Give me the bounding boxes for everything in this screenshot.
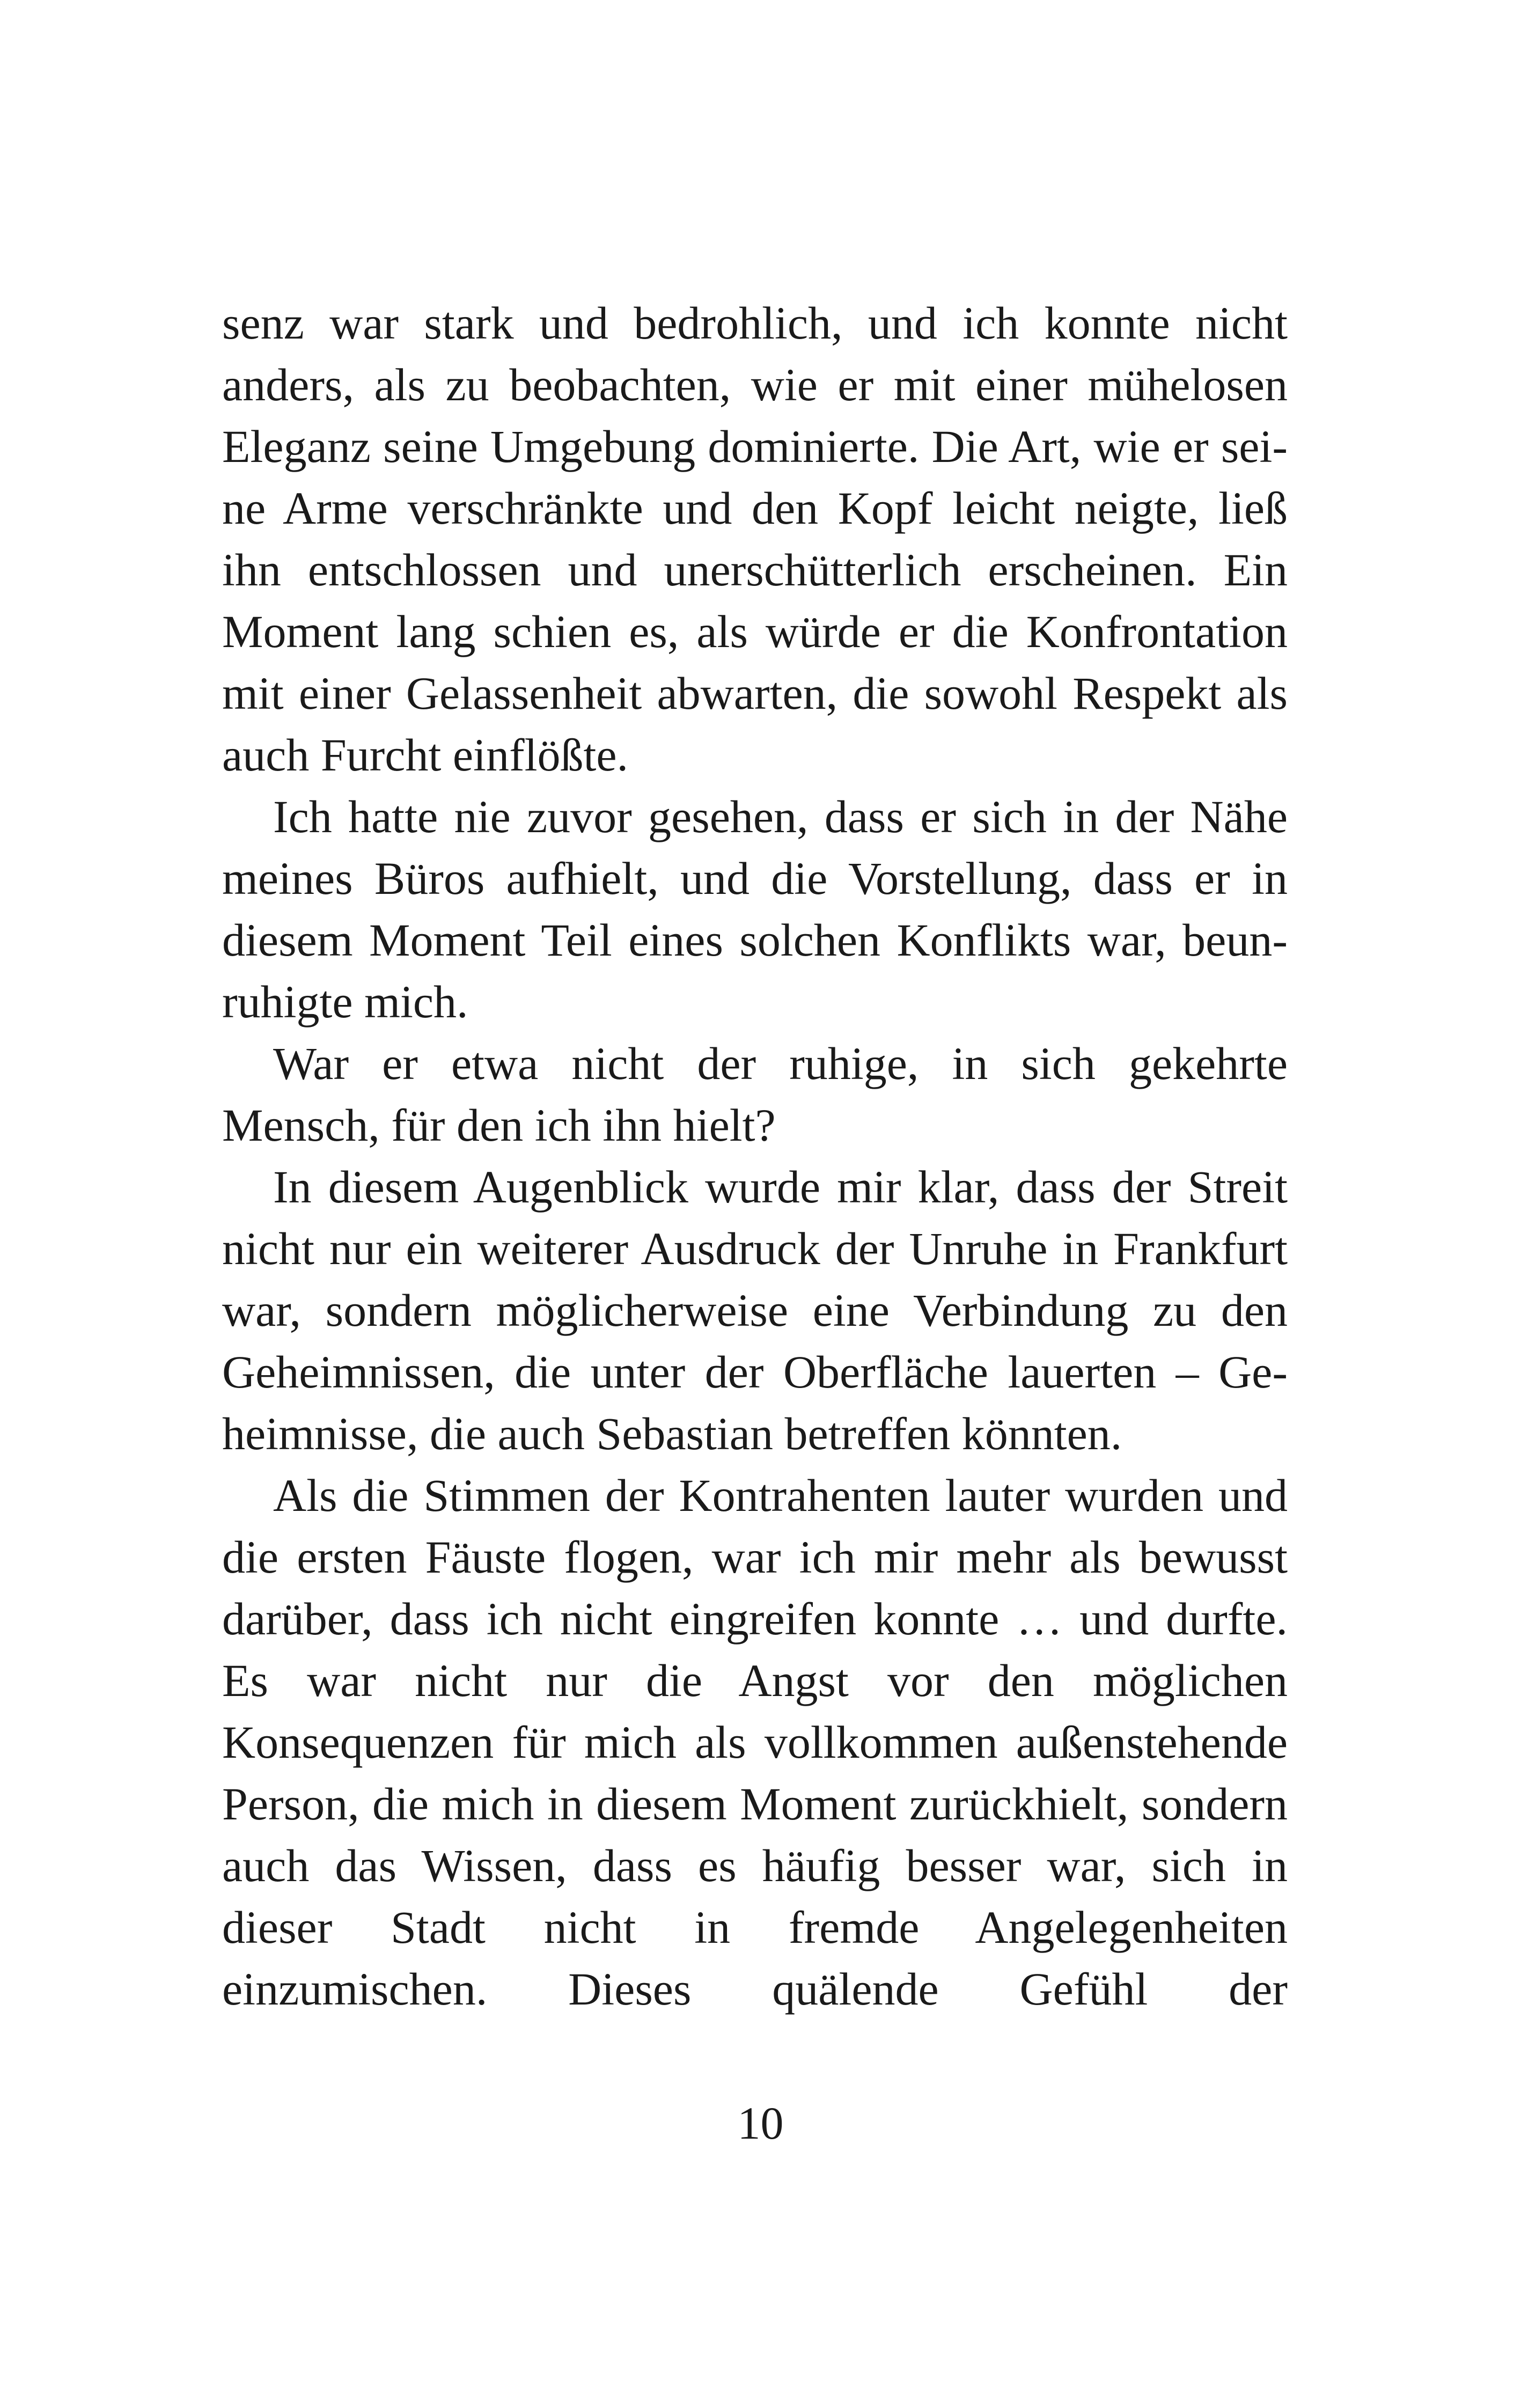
text-line: Person, die mich in diesem Moment zurückhielt, sondern <box>222 1778 1288 1830</box>
text-line: Mensch, für den ich ihn hielt? <box>222 1099 776 1151</box>
text-line: darüber, dass ich nicht eingreifen konnte … und durfte. <box>222 1593 1288 1645</box>
text-line: auch Furcht einflößte. <box>222 729 629 781</box>
text-line: war, sondern möglicherweise eine Verbindung zu den <box>222 1284 1288 1336</box>
text-line: heimnisse, die auch Sebastian betreffen könnten. <box>222 1408 1122 1459</box>
text-line: ne Arme verschränkte und den Kopf leicht neigte, ließ <box>222 482 1288 534</box>
text-line: War er etwa nicht der ruhige, in sich gekehrte <box>273 1038 1288 1089</box>
text-line: meines Büros aufhielt, und die Vorstellung, dass er in <box>222 853 1288 904</box>
text-line: diesem Moment Teil eines solchen Konflikts war, beun- <box>222 914 1288 966</box>
text-line: ihn entschlossen und unerschütterlich erscheinen. Ein <box>222 544 1288 596</box>
text-line: Eleganz seine Umgebung dominierte. Die Art, wie er sei- <box>222 421 1288 472</box>
text-line: Es war nicht nur die Angst vor den möglichen <box>222 1655 1288 1706</box>
text-line: mit einer Gelassenheit abwarten, die sowohl Respekt als <box>222 667 1288 719</box>
text-line: dieser Stadt nicht in fremde Angelegenheiten <box>222 1902 1288 1953</box>
text-line: In diesem Augenblick wurde mir klar, dass der Streit <box>273 1161 1288 1213</box>
page-number: 10 <box>737 2097 784 2149</box>
text-line: Als die Stimmen der Kontrahenten lauter wurden und <box>273 1470 1288 1521</box>
text-line: ruhigte mich. <box>222 976 468 1027</box>
text-line: Geheimnissen, die unter der Oberfläche lauerten – Ge- <box>222 1346 1288 1398</box>
text-line: Konsequenzen für mich als vollkommen außenstehende <box>222 1716 1288 1768</box>
text-line: auch das Wissen, dass es häufig besser war, sich in <box>222 1840 1288 1891</box>
text-line: die ersten Fäuste flogen, war ich mir mehr als bewusst <box>222 1531 1288 1583</box>
body-text <box>222 292 1288 2020</box>
text-line: anders, als zu beobachten, wie er mit einer mühelosen <box>222 359 1288 410</box>
text-line: nicht nur ein weiterer Ausdruck der Unruhe in Frankfurt <box>222 1223 1288 1274</box>
text-line: Moment lang schien es, als würde er die Konfrontation <box>222 606 1288 657</box>
text-line: einzumischen. Dieses quälende Gefühl der <box>222 1963 1288 2015</box>
text-line: senz war stark und bedrohlich, und ich konnte nicht <box>222 297 1288 349</box>
text-line: Ich hatte nie zuvor gesehen, dass er sich in der Nähe <box>273 791 1288 842</box>
